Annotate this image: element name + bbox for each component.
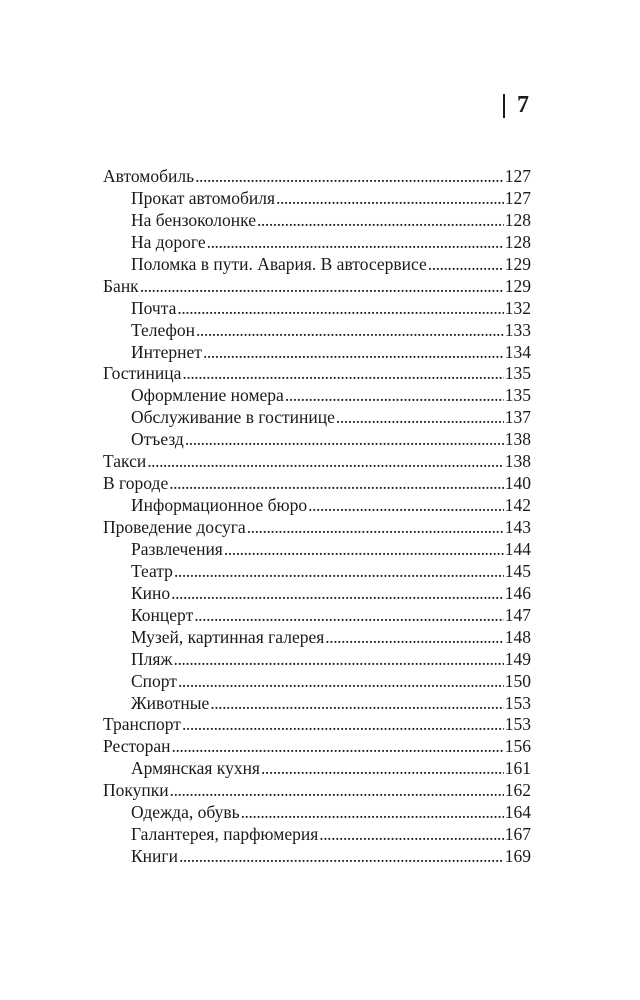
- toc-entry-title: Банк: [103, 275, 139, 296]
- toc-entry: [103, 736, 531, 758]
- toc-entry: [103, 276, 531, 298]
- toc-entry-title: Интернет: [131, 341, 202, 362]
- toc-entry: [103, 714, 531, 736]
- toc-entry-page: 153: [504, 692, 531, 713]
- toc-entry-title: Книги: [131, 846, 178, 867]
- toc-entry-title: Ресторан: [103, 736, 171, 757]
- dot-leader: [428, 254, 504, 276]
- dot-leader: [195, 166, 504, 188]
- toc-entry-page: 143: [504, 517, 531, 537]
- toc-entry-page: 140: [504, 473, 531, 494]
- toc-entry-page: 135: [504, 385, 531, 406]
- dot-leader: [185, 429, 504, 451]
- toc-entry-title: В городе: [103, 473, 169, 494]
- toc-entry: [103, 363, 531, 385]
- toc-entry-page: 162: [504, 780, 531, 801]
- page-number: 7: [517, 92, 529, 118]
- toc-entry-page: 128: [504, 209, 531, 230]
- toc-entry-title: Армянская кухня: [131, 758, 260, 779]
- toc-entry-title: Автомобиль: [103, 166, 195, 186]
- toc-entry-page: 127: [504, 166, 531, 186]
- toc-entry-title: Спорт: [131, 670, 177, 691]
- dot-leader: [170, 780, 504, 802]
- toc-entry-page: 132: [504, 297, 531, 318]
- toc-entry: [103, 166, 531, 188]
- toc-entry-title: Покупки: [103, 780, 169, 801]
- toc-entry-title: Животные: [131, 692, 210, 713]
- toc-subentry: [103, 846, 531, 868]
- toc-entry-title: Проведение досуга: [103, 517, 246, 537]
- toc-entry-page: 144: [504, 538, 531, 559]
- dot-leader: [210, 693, 504, 715]
- toc-entry-page: 129: [504, 253, 531, 274]
- toc-entry-page: 148: [504, 626, 531, 647]
- toc-entry-page: 145: [504, 560, 531, 581]
- dot-leader: [177, 298, 503, 320]
- toc-subentry: [103, 342, 531, 364]
- toc-entry-page: 147: [504, 604, 531, 625]
- dot-leader: [194, 605, 504, 627]
- toc-subentry: [103, 495, 531, 517]
- dot-leader: [178, 671, 504, 693]
- toc-entry-page: 169: [504, 846, 531, 867]
- toc-subentry: [103, 298, 531, 320]
- toc-subentry: [103, 210, 531, 232]
- toc-entry-page: 164: [504, 802, 531, 823]
- toc-entry: [103, 473, 531, 495]
- toc-entry-title: Обслуживание в гостинице: [131, 407, 335, 428]
- toc-entry: [103, 451, 531, 473]
- toc-entry-page: 137: [504, 407, 531, 428]
- toc-entry-title: Поломка в пути. Авария. В автосервисе: [131, 253, 427, 274]
- toc-entry-page: 128: [504, 231, 531, 252]
- toc-entry-page: 153: [504, 714, 531, 735]
- dot-leader: [224, 539, 504, 561]
- toc-entry-title: Галантерея, парфюмерия: [131, 824, 319, 845]
- toc-entry-title: Информационное бюро: [131, 495, 308, 516]
- dot-leader: [276, 188, 504, 210]
- toc-entry-title: Музей, картинная галерея: [131, 626, 325, 647]
- toc-subentry: [103, 758, 531, 780]
- toc-subentry: [103, 802, 531, 824]
- toc-entry-title: Оформление номера: [131, 385, 284, 406]
- toc-entry-page: 150: [504, 670, 531, 691]
- toc-entry-title: Гостиница: [103, 363, 182, 384]
- dot-leader: [182, 714, 504, 736]
- toc-subentry: [103, 539, 531, 561]
- toc-subentry: [103, 232, 531, 254]
- toc-entry-page: 142: [504, 495, 531, 516]
- toc-entry-page: 129: [504, 275, 531, 296]
- toc-entry-title: На дороге: [131, 231, 206, 252]
- toc-subentry: [103, 385, 531, 407]
- page-folio: [503, 92, 529, 119]
- dot-leader: [182, 363, 503, 385]
- dot-leader: [257, 210, 504, 232]
- toc-subentry: [103, 671, 531, 693]
- toc-subentry: [103, 824, 531, 846]
- toc-entry-title: Транспорт: [103, 714, 181, 735]
- toc-entry-title: На бензоколонке: [131, 209, 256, 230]
- dot-leader: [336, 407, 504, 429]
- toc-entry-page: 134: [504, 341, 531, 362]
- dot-leader: [140, 276, 504, 298]
- folio-divider: [503, 94, 505, 118]
- toc-subentry: [103, 605, 531, 627]
- dot-leader: [174, 649, 504, 671]
- toc-subentry: [103, 429, 531, 451]
- dot-leader: [147, 451, 504, 473]
- toc-subentry: [103, 320, 531, 342]
- dot-leader: [247, 517, 504, 539]
- toc-subentry: [103, 649, 531, 671]
- dot-leader: [325, 627, 503, 649]
- toc-entry-page: 135: [504, 363, 531, 384]
- toc-entry-title: Такси: [103, 451, 147, 472]
- toc-subentry: [103, 254, 531, 276]
- toc-entry-page: 161: [504, 758, 531, 779]
- toc-subentry: [103, 188, 531, 210]
- toc-subentry: [103, 583, 531, 605]
- dot-leader: [171, 583, 504, 605]
- dot-leader: [179, 846, 504, 868]
- dot-leader: [285, 385, 504, 407]
- toc-entry-page: 167: [504, 824, 531, 845]
- toc-entry-title: Прокат автомобиля: [131, 187, 276, 208]
- dot-leader: [207, 232, 504, 254]
- toc-entry-page: 138: [504, 429, 531, 450]
- toc-entry-title: Развлечения: [131, 538, 223, 559]
- toc-entry-page: 133: [504, 319, 531, 340]
- toc-entry-page: 149: [504, 648, 531, 669]
- toc-entry-title: Телефон: [131, 319, 195, 340]
- toc-entry-title: Отъезд: [131, 429, 184, 450]
- toc-entry-page: 138: [504, 451, 531, 472]
- dot-leader: [172, 736, 504, 758]
- toc-entry-title: Пляж: [131, 648, 173, 669]
- dot-leader: [241, 802, 504, 824]
- toc-entry-title: Концерт: [131, 604, 194, 625]
- dot-leader: [308, 495, 504, 517]
- toc-subentry: [103, 693, 531, 715]
- toc-entry-page: 127: [504, 187, 531, 208]
- toc-subentry: [103, 407, 531, 429]
- dot-leader: [174, 561, 504, 583]
- dot-leader: [261, 758, 504, 780]
- toc-subentry: [103, 627, 531, 649]
- toc-entry-page: 156: [504, 736, 531, 757]
- toc-entry-title: Одежда, обувь: [131, 802, 240, 823]
- dot-leader: [319, 824, 503, 846]
- toc-entry-title: Почта: [131, 297, 177, 318]
- dot-leader: [203, 342, 504, 364]
- table-of-contents: [103, 166, 531, 868]
- toc-entry-page: 146: [504, 582, 531, 603]
- dot-leader: [169, 473, 504, 495]
- dot-leader: [196, 320, 504, 342]
- toc-entry-title: Театр: [131, 560, 173, 581]
- toc-subentry: [103, 561, 531, 583]
- toc-entry: [103, 517, 531, 539]
- toc-entry: [103, 780, 531, 802]
- toc-entry-title: Кино: [131, 582, 171, 603]
